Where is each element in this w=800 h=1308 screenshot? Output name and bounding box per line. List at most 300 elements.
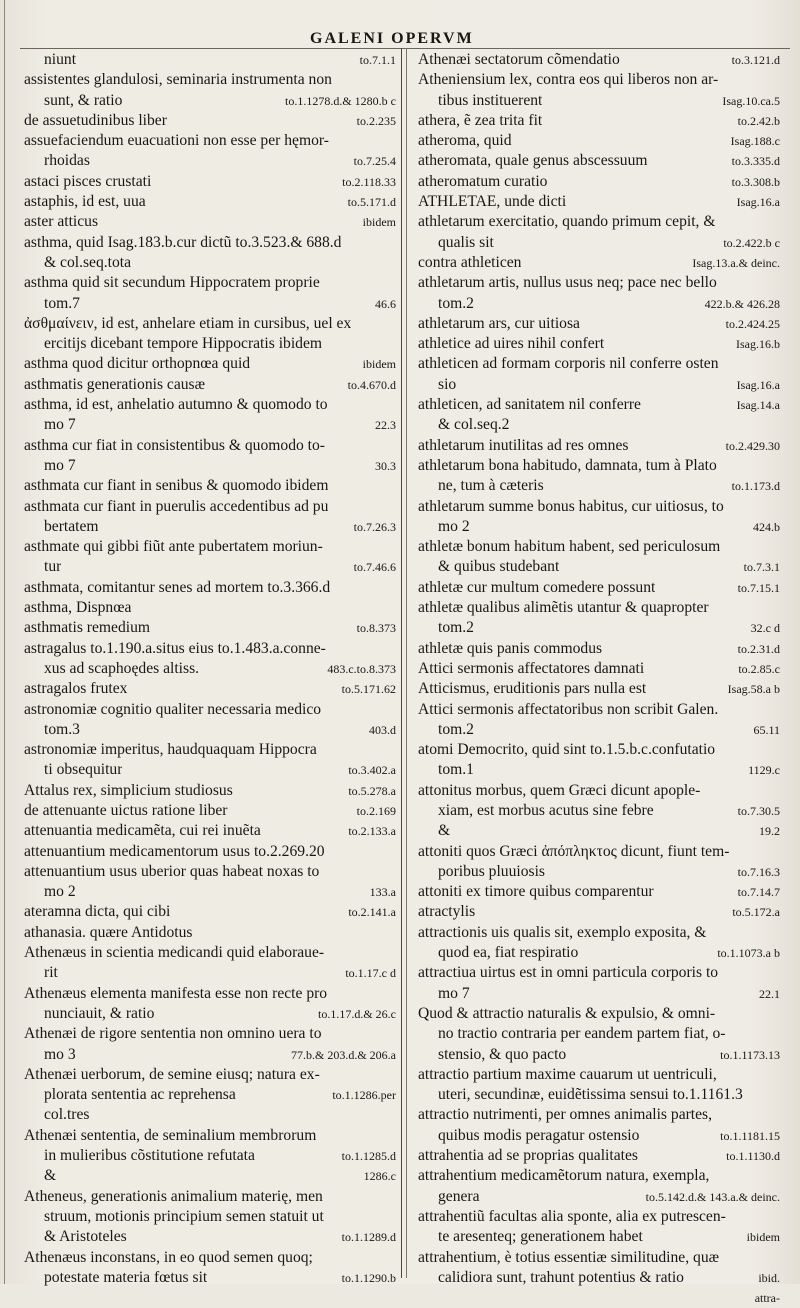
entry-reference: to.1.1173.13 bbox=[720, 1047, 780, 1062]
index-entry-line bbox=[24, 212, 396, 232]
entry-text: attonitus morbus, quem Græci dicunt apople- bbox=[418, 781, 701, 799]
entry-text: mo 3 bbox=[44, 1045, 76, 1063]
entry-text: mo 7 bbox=[438, 984, 470, 1002]
entry-text: quod ea, fiat respiratio bbox=[438, 944, 579, 962]
entry-text: astaphis, id est, uua bbox=[24, 193, 146, 211]
index-entry-line bbox=[24, 578, 396, 598]
entry-reference: to.7.14.7 bbox=[737, 885, 780, 900]
index-entry-line bbox=[418, 598, 780, 618]
entry-reference: to.7.16.3 bbox=[737, 864, 780, 879]
entry-reference: to.7.3.1 bbox=[743, 560, 780, 575]
index-entry-line bbox=[418, 740, 780, 760]
entry-text: athleticen, ad sanitatem nil conferre bbox=[418, 396, 641, 414]
entry-reference: to.3.402.a bbox=[348, 763, 396, 778]
entry-reference: to.4.670.d bbox=[347, 377, 396, 392]
index-entry-line bbox=[24, 456, 396, 476]
index-entry-line bbox=[24, 1146, 396, 1166]
entry-reference: 77.b.& 203.d.& 206.a bbox=[291, 1047, 396, 1062]
entry-reference: ibidem bbox=[746, 1230, 780, 1245]
index-entry-line bbox=[24, 679, 396, 699]
entry-text: Atheniensium lex, contra eos qui liberos non ar- bbox=[418, 71, 719, 89]
index-entry-line bbox=[418, 720, 780, 740]
entry-reference: to.5.142.d.& 143.a.& deinc. bbox=[645, 1189, 780, 1204]
entry-text: asthmatis generationis causæ bbox=[24, 375, 206, 393]
entry-text: assuefaciendum euacuationi non esse per hęmor- bbox=[24, 132, 329, 150]
entry-reference: ibidem bbox=[362, 357, 396, 372]
index-entry-line bbox=[418, 497, 780, 517]
index-entry-line bbox=[418, 1024, 780, 1044]
entry-text: assistentes glandulosi, seminaria instrumenta non bbox=[24, 71, 332, 89]
entry-reference: 46.6 bbox=[375, 296, 396, 311]
index-entry-line bbox=[24, 273, 396, 293]
entry-reference: Isag.10.ca.5 bbox=[722, 93, 780, 108]
index-entry-line bbox=[418, 700, 780, 720]
entry-reference: to.8.373 bbox=[356, 621, 396, 636]
index-entry-line bbox=[418, 1187, 780, 1207]
index-entry-line bbox=[24, 1187, 396, 1207]
index-entry-line bbox=[418, 91, 780, 111]
entry-text: niunt bbox=[44, 51, 77, 68]
index-entry-line bbox=[24, 497, 396, 517]
entry-reference: 22.1 bbox=[759, 986, 780, 1001]
index-entry-line bbox=[418, 679, 780, 699]
entry-text: astragalus to.1.190.a.situs eius to.1.483.a.conne- bbox=[24, 639, 326, 657]
entry-reference: to.1.1290.b bbox=[341, 1270, 396, 1285]
entry-reference: to.2.429.30 bbox=[725, 438, 780, 453]
entry-text: attenuantium usus uberior quas habeat noxas to bbox=[24, 862, 320, 880]
entry-reference: to.5.172.a bbox=[732, 905, 780, 920]
entry-reference: to.7.46.6 bbox=[353, 560, 396, 575]
entry-text: mo 2 bbox=[438, 517, 470, 535]
index-entry-line bbox=[418, 395, 780, 415]
index-entry-line bbox=[418, 1227, 780, 1247]
index-entry-line bbox=[418, 354, 780, 374]
entry-text: atheromata, quale genus abscessuum bbox=[418, 152, 648, 170]
entry-text: & col.seq.2 bbox=[438, 416, 510, 434]
entry-text: mo 7 bbox=[44, 456, 76, 474]
index-entry-line bbox=[24, 91, 396, 111]
entry-text: & quibus studebant bbox=[438, 558, 560, 576]
index-entry-line bbox=[24, 842, 396, 862]
entry-reference: Isag.16.b bbox=[736, 337, 780, 352]
entry-reference: to.2.85.c bbox=[738, 661, 780, 676]
index-entry-line bbox=[24, 598, 396, 618]
entry-text: astragalos frutex bbox=[24, 680, 128, 698]
entry-text: attractio partium maxime cauarum ut uentriculi, bbox=[418, 1065, 717, 1083]
entry-reference: ibidem bbox=[362, 215, 396, 230]
entry-reference: to.3.121.d bbox=[731, 53, 780, 67]
index-entry-line bbox=[418, 882, 780, 902]
entry-text: asthma quid sit secundum Hippocratem proprie bbox=[24, 274, 320, 292]
entry-text: struum, motionis principium semen statuit ut bbox=[44, 1207, 324, 1225]
entry-text: plorata sententia ac reprehensa bbox=[44, 1086, 236, 1104]
index-entry-line bbox=[24, 395, 396, 415]
entry-reference: 483.c.to.8.373 bbox=[327, 661, 396, 676]
index-entry-line bbox=[24, 1248, 396, 1268]
entry-reference: to.1.17.c d bbox=[345, 966, 396, 981]
index-entry-line bbox=[418, 517, 780, 537]
entry-reference: attra- bbox=[754, 1291, 780, 1306]
entry-text: tibus instituerent bbox=[438, 91, 543, 109]
index-entry-line bbox=[24, 375, 396, 395]
index-entry-line bbox=[24, 740, 396, 760]
entry-text: astronomiæ cognitio qualiter necessaria medico bbox=[24, 700, 322, 718]
index-entry-line bbox=[24, 1085, 396, 1105]
header-rule bbox=[20, 48, 790, 49]
entry-text: attractiua uirtus est in omni particula corporis to bbox=[418, 964, 719, 982]
entry-text: Attici sermonis affectatores damnati bbox=[418, 659, 645, 677]
index-entry-line bbox=[418, 131, 780, 151]
entry-text: tom.7 bbox=[44, 294, 80, 312]
entry-text: athletæ qualibus alimẽtis utantur & quapropter bbox=[418, 599, 709, 617]
entry-reference: to.2.31.d bbox=[737, 641, 780, 656]
entry-text: sunt, & ratio bbox=[44, 91, 123, 109]
entry-reference: to.3.335.d bbox=[731, 154, 780, 169]
index-entry-line bbox=[418, 781, 780, 801]
entry-text: ercitijs dicebant tempore Hippocratis ibidem bbox=[44, 335, 322, 353]
entry-text: ti obsequitur bbox=[44, 761, 123, 779]
entry-text: potestate materia fœtus sit bbox=[44, 1268, 208, 1286]
index-entry-line bbox=[418, 963, 780, 983]
entry-text: Athenæi de rigore sententia non omnino uera to bbox=[24, 1025, 322, 1043]
column-divider-inner bbox=[406, 48, 407, 1278]
index-entry-line bbox=[24, 476, 396, 496]
entry-reference: to.7.25.4 bbox=[353, 154, 396, 169]
index-entry-line bbox=[24, 943, 396, 963]
index-entry-line bbox=[418, 375, 780, 395]
index-entry-line bbox=[418, 618, 780, 638]
entry-text: athletice ad uires nihil confert bbox=[418, 335, 605, 353]
entry-reference: to.1.1289.d bbox=[341, 1230, 396, 1245]
entry-text: Atheneus, generationis animalium materię, men bbox=[24, 1187, 323, 1205]
entry-text: calidiora sunt, trahunt potentius & ratio bbox=[438, 1268, 684, 1286]
entry-text: asthmata cur fiant in puerulis accedentibus ad pu bbox=[24, 497, 329, 515]
index-entry-line bbox=[24, 963, 396, 983]
entry-reference: Isag.13.a.& deinc. bbox=[692, 255, 780, 270]
entry-reference: 22.3 bbox=[375, 418, 396, 433]
index-entry-line bbox=[418, 862, 780, 882]
index-entry-line bbox=[418, 151, 780, 171]
index-entry-line bbox=[418, 659, 780, 679]
index-entry-line bbox=[24, 1105, 396, 1125]
index-entry-line bbox=[418, 1248, 780, 1268]
entry-reference: to.5.171.d bbox=[347, 195, 396, 210]
entry-text: athera, ẽ zea trita fit bbox=[418, 111, 543, 129]
entry-text: Athenæi sectatorum cõmendatio bbox=[418, 51, 620, 68]
index-entry-line bbox=[418, 984, 780, 1004]
index-entry-line bbox=[418, 111, 780, 131]
index-entry-line bbox=[418, 557, 780, 577]
index-entry-line bbox=[24, 557, 396, 577]
index-entry-line bbox=[24, 984, 396, 1004]
index-entry-line bbox=[418, 1045, 780, 1065]
entry-reference: to.3.308.b bbox=[731, 174, 780, 189]
entry-reference: to.7.1.1 bbox=[359, 53, 396, 67]
index-entry-line bbox=[24, 537, 396, 557]
index-entry-line bbox=[418, 842, 780, 862]
entry-text: astronomiæ imperitus, haudquaquam Hippocra bbox=[24, 741, 317, 759]
entry-text: atractylis bbox=[418, 903, 476, 921]
index-entry-line bbox=[24, 760, 396, 780]
entry-text: asthma, id est, anhelatio autumno & quomodo to bbox=[24, 396, 328, 414]
entry-reference: Isag.188.c bbox=[730, 134, 780, 149]
index-entry-line bbox=[24, 70, 396, 90]
index-entry-line bbox=[418, 294, 780, 314]
entry-reference: to.1.1130.d bbox=[726, 1149, 780, 1164]
entry-text: asthma, quid Isag.183.b.cur dictũ to.3.523.& 688.d bbox=[24, 233, 342, 251]
index-entry-line bbox=[24, 1065, 396, 1085]
index-entry-line bbox=[418, 212, 780, 232]
index-entry-line bbox=[24, 294, 396, 314]
entry-text: no tractio contraria per eandem partem fiat, o- bbox=[438, 1025, 726, 1043]
index-entry-line bbox=[24, 131, 396, 151]
entry-text: tom.2 bbox=[438, 294, 474, 312]
index-entry-line bbox=[24, 1166, 396, 1186]
entry-text: rhoidas bbox=[44, 152, 90, 170]
entry-reference: to.7.30.5 bbox=[737, 803, 780, 818]
index-entry-line bbox=[24, 253, 396, 273]
entry-text: qualis sit bbox=[438, 233, 494, 251]
entry-text: atomi Democrito, quid sint to.1.5.b.c.confutatio bbox=[418, 741, 716, 759]
entry-text: tom.3 bbox=[44, 720, 80, 738]
entry-reference: 32.c d bbox=[750, 621, 780, 636]
index-entry-line bbox=[24, 1024, 396, 1044]
entry-text: stensio, & quo pacto bbox=[438, 1045, 567, 1063]
entry-reference: to.1.1285.d bbox=[341, 1149, 396, 1164]
entry-reference: to.5.171.62 bbox=[341, 682, 396, 697]
entry-reference: to.1.17.d.& 26.c bbox=[318, 1006, 396, 1021]
index-entry-line bbox=[24, 1004, 396, 1024]
entry-reference: to.1.1181.15 bbox=[720, 1128, 780, 1143]
entry-text: Attalus rex, simplicium studiosus bbox=[24, 781, 233, 799]
entry-reference: to.2.235 bbox=[356, 113, 396, 128]
entry-text: Athenæus in scientia medicandi quid elaboraue- bbox=[24, 944, 325, 962]
entry-text: nunciauit, & ratio bbox=[44, 1004, 155, 1022]
entry-text: & bbox=[44, 1167, 57, 1185]
entry-text: tom.2 bbox=[438, 720, 474, 738]
entry-text: de attenuante uictus ratione liber bbox=[24, 801, 228, 819]
entry-reference: to.1.1073.a b bbox=[717, 946, 780, 961]
entry-reference: 30.3 bbox=[375, 458, 396, 473]
index-entry-line bbox=[418, 821, 780, 841]
entry-reference: to.5.278.a bbox=[348, 783, 396, 798]
index-entry-line bbox=[24, 192, 396, 212]
entry-text: genera bbox=[438, 1187, 480, 1205]
entry-reference: Isag.58.a b bbox=[727, 682, 780, 697]
index-entry-line bbox=[418, 1268, 780, 1288]
entry-reference: to.1.173.d bbox=[731, 479, 780, 494]
index-entry-line bbox=[24, 862, 396, 882]
entry-reference: Isag.16.a bbox=[736, 195, 780, 210]
entry-text: ἀσθμαίνειν, id est, anhelare etiam in cursibus, uel ex bbox=[24, 314, 352, 332]
index-entry-line bbox=[24, 436, 396, 456]
entry-text: asthmatis remedium bbox=[24, 619, 151, 637]
entry-text: ne, tum à cæteris bbox=[438, 477, 544, 495]
index-entry-line bbox=[418, 50, 780, 70]
entry-text: te aresenteq; generationem habet bbox=[438, 1228, 643, 1246]
entry-text: in mulieribus cõstitutione refutata bbox=[44, 1147, 255, 1165]
index-entry-line bbox=[418, 70, 780, 90]
entry-text: asthma, Dispnœa bbox=[24, 599, 132, 617]
entry-reference: Isag.16.a bbox=[736, 377, 780, 392]
entry-text: athletarum inutilitas ad res omnes bbox=[418, 436, 629, 454]
entry-text: attenuantia medicamẽta, cui rei inuẽta bbox=[24, 822, 261, 840]
index-entry-line bbox=[418, 456, 780, 476]
entry-text: Athenæus elementa manifesta esse non recte pro bbox=[24, 984, 328, 1002]
entry-text: asthma quod dicitur orthopnœa quid bbox=[24, 355, 251, 373]
entry-reference: 133.a bbox=[369, 885, 396, 900]
index-entry-line bbox=[418, 192, 780, 212]
index-entry-line bbox=[24, 233, 396, 253]
entry-text: & col.seq.tota bbox=[44, 253, 132, 271]
entry-text: rit bbox=[44, 964, 58, 982]
index-entry-line bbox=[418, 273, 780, 293]
entry-text: asthmate qui gibbi fiũt ante pubertatem moriun- bbox=[24, 538, 323, 556]
index-entry-line bbox=[24, 801, 396, 821]
index-entry-line bbox=[24, 1227, 396, 1247]
index-entry-line bbox=[418, 1166, 780, 1186]
entry-text: Quod & attractio naturalis & expulsio, & omni- bbox=[418, 1004, 716, 1022]
entry-text: attoniti ex timore quibus comparentur bbox=[418, 883, 654, 901]
index-entry-line bbox=[418, 1126, 780, 1146]
entry-text: xus ad scaphoędes altiss. bbox=[44, 659, 200, 677]
entry-reference: Isag.14.a bbox=[736, 398, 780, 413]
entry-text: Athenæi uerborum, de semine eiusq; natura ex- bbox=[24, 1065, 320, 1083]
index-entry-line bbox=[24, 1126, 396, 1146]
entry-text: attractionis uis qualis sit, exemplo exposita, & bbox=[418, 923, 707, 941]
index-entry-line bbox=[24, 720, 396, 740]
entry-text: athletarum artis, nullus usus neq; pace nec bello bbox=[418, 274, 717, 292]
entry-reference: to.2.133.a bbox=[348, 824, 396, 839]
index-entry-line bbox=[24, 659, 396, 679]
index-entry-line bbox=[418, 943, 780, 963]
index-entry-line bbox=[24, 334, 396, 354]
index-entry-line bbox=[418, 760, 780, 780]
index-entry-line bbox=[24, 700, 396, 720]
index-entry-line bbox=[24, 618, 396, 638]
running-header: GALENI OPERVM bbox=[310, 30, 474, 47]
index-entry-line bbox=[24, 354, 396, 374]
index-entry-line bbox=[418, 1288, 780, 1308]
entry-reference: 19.2 bbox=[759, 824, 780, 839]
page-edge-line bbox=[4, 0, 5, 1284]
entry-text: attractio nutrimenti, per omnes animalis partes, bbox=[418, 1106, 713, 1124]
entry-reference: to.7.26.3 bbox=[353, 519, 396, 534]
entry-text: athletæ quis panis commodus bbox=[418, 639, 603, 657]
entry-text: & bbox=[438, 822, 451, 840]
index-entry-line bbox=[418, 476, 780, 496]
entry-text: tom.1 bbox=[438, 761, 474, 779]
entry-text: poribus pluuiosis bbox=[438, 862, 546, 880]
index-entry-line bbox=[24, 172, 396, 192]
index-entry-line bbox=[418, 233, 780, 253]
entry-text: attrahentium medicamẽtorum natura, exempla, bbox=[418, 1167, 710, 1185]
index-column-right bbox=[418, 50, 780, 1308]
entry-text: asthmata cur fiant in senibus & quomodo ibidem bbox=[24, 477, 329, 495]
index-entry-line bbox=[418, 923, 780, 943]
entry-text: xiam, est morbus acutus sine febre bbox=[438, 801, 654, 819]
index-entry-line bbox=[24, 902, 396, 922]
index-entry-line bbox=[418, 1085, 780, 1105]
entry-text: attrahentiũ facultas alia sponte, alia ex putrescen- bbox=[418, 1207, 726, 1225]
entry-text: athletarum bona habitudo, damnata, tum à Plato bbox=[418, 456, 717, 474]
entry-reference: to.2.424.25 bbox=[725, 316, 780, 331]
entry-text: sio bbox=[438, 375, 457, 393]
entry-reference: to.1.1286.per bbox=[332, 1088, 396, 1103]
entry-text: col.tres bbox=[44, 1106, 90, 1124]
entry-reference: 403.d bbox=[369, 722, 396, 737]
entry-reference: to.1.1278.d.& 1280.b c bbox=[285, 93, 396, 108]
entry-text: atheromatum curatio bbox=[418, 172, 548, 190]
entry-text: uteri, secundinæ, euidẽtissima sensui to.1.1161.3 bbox=[438, 1086, 743, 1104]
entry-text: athleticen ad formam corporis nil conferre osten bbox=[418, 355, 719, 373]
index-entry-line bbox=[418, 436, 780, 456]
index-entry-line bbox=[418, 253, 780, 273]
index-entry-line bbox=[418, 1105, 780, 1125]
index-entry-line bbox=[24, 882, 396, 902]
entry-text: astaci pisces crustati bbox=[24, 172, 152, 190]
entry-reference: 1129.c bbox=[748, 763, 780, 778]
entry-text: bertatem bbox=[44, 517, 99, 535]
index-entry-line bbox=[418, 415, 780, 435]
entry-text: Atticismus, eruditionis pars nulla est bbox=[418, 680, 647, 698]
entry-text: athletarum summe bonus habitus, cur uitiosus, to bbox=[418, 497, 724, 515]
index-entry-line bbox=[418, 902, 780, 922]
entry-reference: 1286.c bbox=[363, 1169, 396, 1184]
index-entry-line bbox=[24, 821, 396, 841]
entry-text: contra athleticen bbox=[418, 253, 522, 271]
column-divider bbox=[401, 48, 402, 1278]
index-entry-line bbox=[24, 639, 396, 659]
entry-reference: 65.11 bbox=[753, 722, 780, 737]
index-entry-line bbox=[418, 1065, 780, 1085]
entry-text: asthmata, comitantur senes ad mortem to.3.366.d bbox=[24, 578, 331, 596]
entry-text: attenuantium medicamentorum usus to.2.269.20 bbox=[24, 842, 325, 860]
index-entry-line bbox=[418, 801, 780, 821]
index-entry-line bbox=[418, 1207, 780, 1227]
index-entry-line bbox=[24, 415, 396, 435]
index-entry-line bbox=[24, 111, 396, 131]
entry-text: mo 2 bbox=[44, 883, 76, 901]
index-entry-line bbox=[418, 639, 780, 659]
entry-text: ATHLETAE, unde dicti bbox=[418, 193, 567, 211]
entry-text: tom.2 bbox=[438, 619, 474, 637]
index-entry-line bbox=[24, 781, 396, 801]
index-entry-line bbox=[24, 314, 396, 334]
index-entry-line bbox=[418, 334, 780, 354]
entry-text: athanasia. quære Antidotus bbox=[24, 923, 193, 941]
entry-text: aster atticus bbox=[24, 213, 99, 231]
index-entry-line bbox=[418, 172, 780, 192]
entry-text: mo 7 bbox=[44, 416, 76, 434]
entry-reference: 424.b bbox=[753, 519, 780, 534]
index-entry-line bbox=[418, 1004, 780, 1024]
entry-text: athletæ bonum habitum habent, sed periculosum bbox=[418, 538, 721, 556]
entry-text: Athenæus inconstans, in eo quod semen quoq; bbox=[24, 1248, 313, 1266]
index-entry-line bbox=[418, 1146, 780, 1166]
entry-text: attrahentium, è totius essentiæ similitudine, quæ bbox=[418, 1248, 720, 1266]
entry-text: ateramna dicta, qui cibi bbox=[24, 903, 171, 921]
entry-reference: to.2.42.b bbox=[737, 113, 780, 128]
entry-text: athletæ cur multum comedere possunt bbox=[418, 578, 656, 596]
entry-text: athletarum ars, cur uitiosa bbox=[418, 314, 580, 332]
entry-text: athletarum exercitatio, quando primum cepit, & bbox=[418, 213, 716, 231]
entry-text: attoniti quos Græci ἀπόπληκτος dicunt, fiunt tem- bbox=[418, 842, 730, 860]
index-entry-line bbox=[24, 517, 396, 537]
index-entry-line bbox=[24, 1045, 396, 1065]
index-entry-line bbox=[24, 50, 396, 70]
entry-reference: to.2.141.a bbox=[348, 905, 396, 920]
